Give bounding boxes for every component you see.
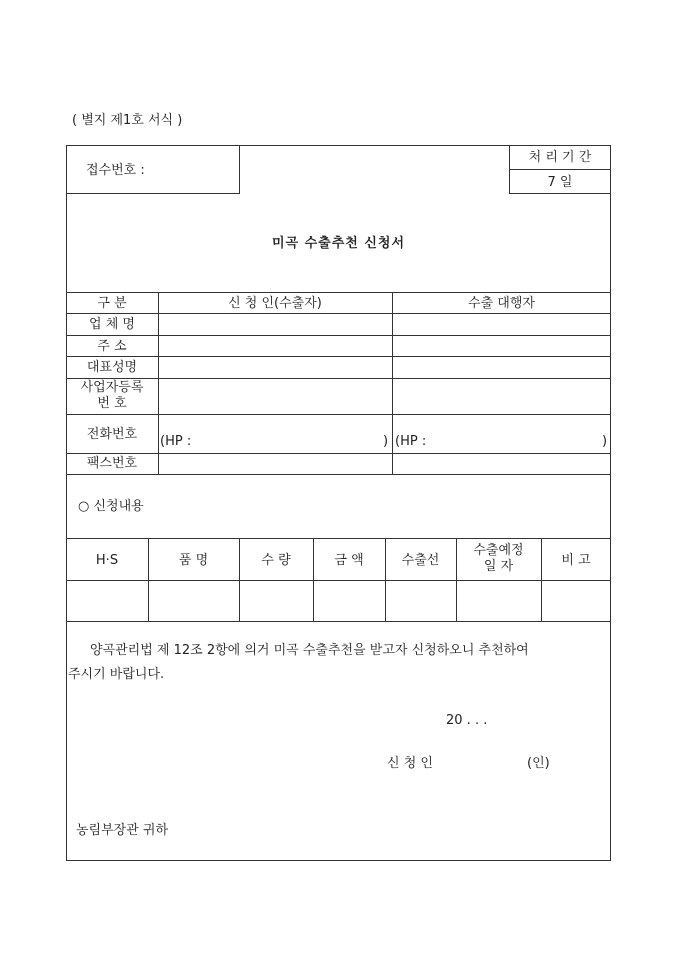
applicant-representative-field[interactable] — [159, 357, 392, 378]
processing-period-value: 7 일 — [547, 175, 573, 190]
company-name-label: 업 체 명 — [89, 317, 135, 332]
statement-line2: 주시기 바랍니다. — [68, 667, 165, 682]
category-header: 구 분 — [97, 296, 127, 311]
form-frame — [66, 145, 611, 861]
applicant-phone-field[interactable] — [200, 415, 380, 453]
request-content-label: ○ 신청내용 — [78, 499, 144, 514]
applicant-bizno-field[interactable] — [159, 379, 392, 414]
remarks-field[interactable] — [542, 581, 610, 621]
agent-phone-field[interactable] — [435, 415, 600, 453]
destination-field[interactable] — [386, 581, 456, 621]
processing-period-label: 처 리 기 간 — [528, 150, 592, 165]
agent-address-field[interactable] — [393, 336, 610, 356]
agent-company-field[interactable] — [393, 314, 610, 335]
amount-field[interactable] — [314, 581, 385, 621]
applicant-header: 신 청 인(수출자) — [228, 296, 322, 311]
destination-header: 수출선 — [401, 553, 440, 568]
applicant-company-field[interactable] — [159, 314, 392, 335]
applicant-hp-close: ) — [383, 434, 389, 449]
application-date: 20 . . . — [446, 713, 488, 728]
addressee: 농림부장관 귀하 — [76, 823, 169, 838]
agent-hp-close: ) — [602, 434, 608, 449]
item-name-field[interactable] — [149, 581, 239, 621]
agent-bizno-field[interactable] — [393, 379, 610, 414]
applicant-address-field[interactable] — [159, 336, 392, 356]
agent-fax-field[interactable] — [393, 454, 610, 474]
export-date-header-line1: 수출예정 — [473, 543, 524, 558]
statement-line1: 양곡관리법 제 12조 2항에 의거 미곡 수출추천을 받고자 신청하오니 추천하여 — [90, 643, 529, 658]
fax-label: 팩스번호 — [86, 456, 138, 471]
remarks-header: 비 고 — [561, 553, 591, 568]
agent-representative-field[interactable] — [393, 357, 610, 378]
applicant-signature-label: 신 청 인 — [387, 756, 433, 771]
form-label: ( 별지 제1호 서식 ) — [72, 113, 183, 128]
business-reg-label-line1: 사업자등록 — [80, 380, 144, 395]
form-title: 미곡 수출추천 신청서 — [271, 236, 406, 251]
quantity-field[interactable] — [240, 581, 313, 621]
hs-code-header: H·S — [95, 553, 119, 568]
receipt-number-label: 접수번호 : — [86, 163, 145, 178]
quantity-header: 수 량 — [261, 553, 291, 568]
applicant-hp-open: (HP : — [160, 434, 192, 449]
agent-header: 수출 대행자 — [468, 296, 535, 311]
item-name-header: 품 명 — [178, 553, 209, 568]
amount-header: 금 액 — [334, 553, 364, 568]
business-reg-label-line2: 번 호 — [97, 396, 127, 411]
agent-hp-open: (HP : — [395, 434, 427, 449]
applicant-fax-field[interactable] — [159, 454, 392, 474]
seal-mark: (인) — [527, 756, 550, 771]
representative-label: 대표성명 — [86, 360, 138, 375]
export-date-header-line2: 일 자 — [483, 559, 514, 574]
export-date-field[interactable] — [457, 581, 541, 621]
phone-label: 전화번호 — [86, 427, 138, 442]
address-label: 주 소 — [97, 339, 127, 354]
hs-code-field[interactable] — [67, 581, 148, 621]
